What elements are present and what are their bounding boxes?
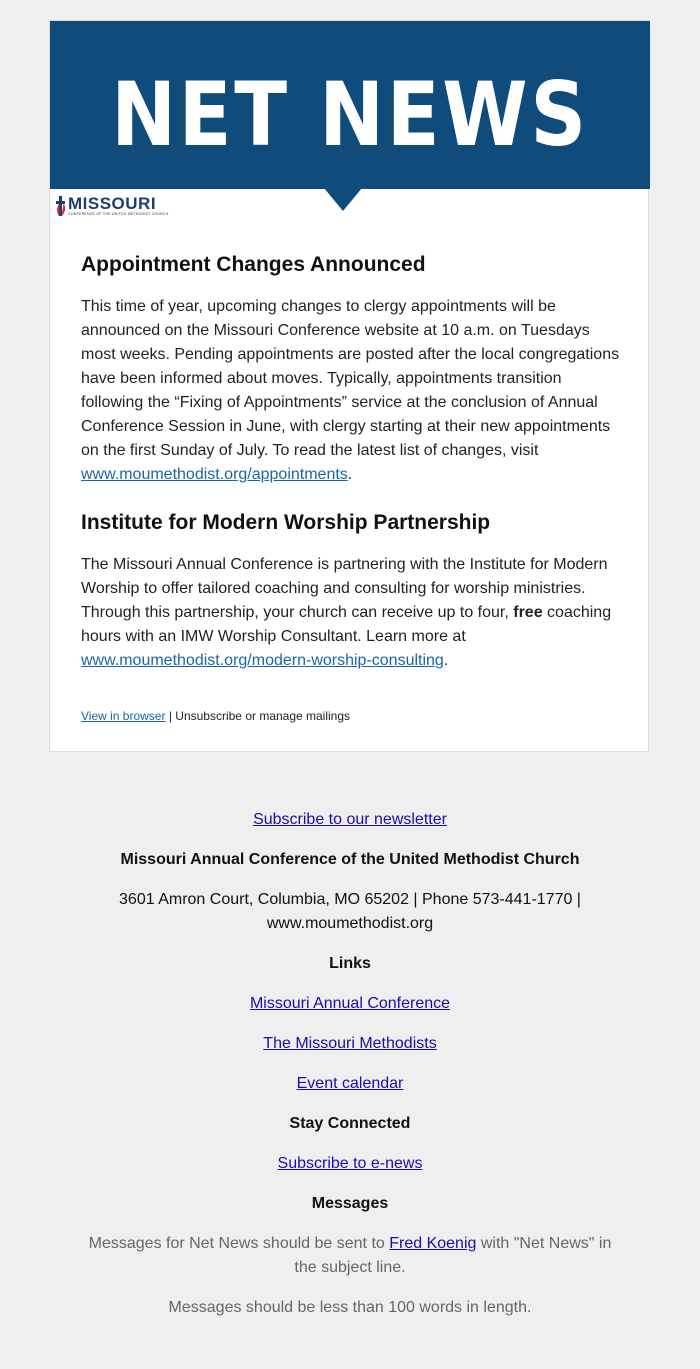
header-banner [50, 21, 650, 189]
fred-koenig-link[interactable]: Fred Koenig [389, 1235, 477, 1252]
messages-length-note: Messages should be less than 100 words in length. [168, 1299, 532, 1316]
cross-flame-icon [56, 196, 66, 216]
article-body: The Missouri Annual Conference is partnering with the Institute for Modern Worship to offer tailored coaching and consulting for worship ministries. Through this partnership, your church can receive up to four, free coaching hours with an IMW Worship Consultant. Learn more at www.moumethodist.org/modern-worship-consulting. [81, 556, 612, 669]
messages-heading: Messages [311, 1195, 389, 1212]
view-in-browser-link[interactable]: View in browser [81, 709, 166, 723]
footer [0, 808, 700, 1320]
article-body: This time of year, upcoming changes to clergy appointments will be announced on the Missouri Conference website at 10 a.m. on Tuesdays most weeks. Pending appointments are posted after the local congregations have been informed about moves. Typically, appointments transition following the “Fixing of Appointments” service at the conclusion of Annual Conference Session in June, with clergy starting at their new appointments on the first Sunday of July. To read the latest list of changes, visit www.moumethodist.org/appointments. [81, 298, 620, 483]
address-line: 3601 Amron Court, Columbia, MO 65202 | Phone 573-441-1770 | [119, 891, 581, 908]
missouri-logo [56, 194, 169, 219]
logo-wordmark: MISSOURI [68, 194, 157, 213]
article-content [81, 249, 621, 673]
article-heading: Appointment Changes Announced [81, 253, 426, 276]
links-heading: Links [329, 955, 371, 972]
event-calendar-link[interactable]: Event calendar [296, 1075, 404, 1092]
stay-connected-heading: Stay Connected [289, 1115, 411, 1132]
banner-notch [324, 188, 362, 211]
org-name: Missouri Annual Conference of the United Methodist Church [120, 851, 580, 868]
appointments-link[interactable]: www.moumethodist.org/appointments [81, 466, 348, 483]
modern-worship-link[interactable]: www.moumethodist.org/modern-worship-consulting [81, 652, 444, 669]
unsubscribe-link[interactable]: Unsubscribe or manage mailings [175, 709, 351, 723]
messages-text-line2: the subject line. [294, 1259, 406, 1276]
missouri-annual-conference-link[interactable]: Missouri Annual Conference [249, 995, 451, 1012]
missouri-methodists-link[interactable]: The Missouri Methodists [263, 1035, 437, 1052]
newsletter-title: NET NEWS [111, 63, 589, 166]
website-text: www.moumethodist.org [266, 915, 434, 932]
article-heading: Institute for Modern Worship Partnership [81, 511, 491, 534]
mailing-options: View in browser | Unsubscribe or manage mailings [81, 709, 351, 723]
subscribe-newsletter-link[interactable]: Subscribe to our newsletter [253, 811, 447, 828]
subscribe-enews-link[interactable]: Subscribe to e-news [277, 1155, 423, 1172]
messages-text: Messages for Net News should be sent to Fred Koenig with "Net News" in [88, 1235, 612, 1252]
newsletter-card [49, 20, 649, 752]
logo-subtitle: CONFERENCE OF THE UNITED METHODIST CHURCH [68, 212, 169, 216]
